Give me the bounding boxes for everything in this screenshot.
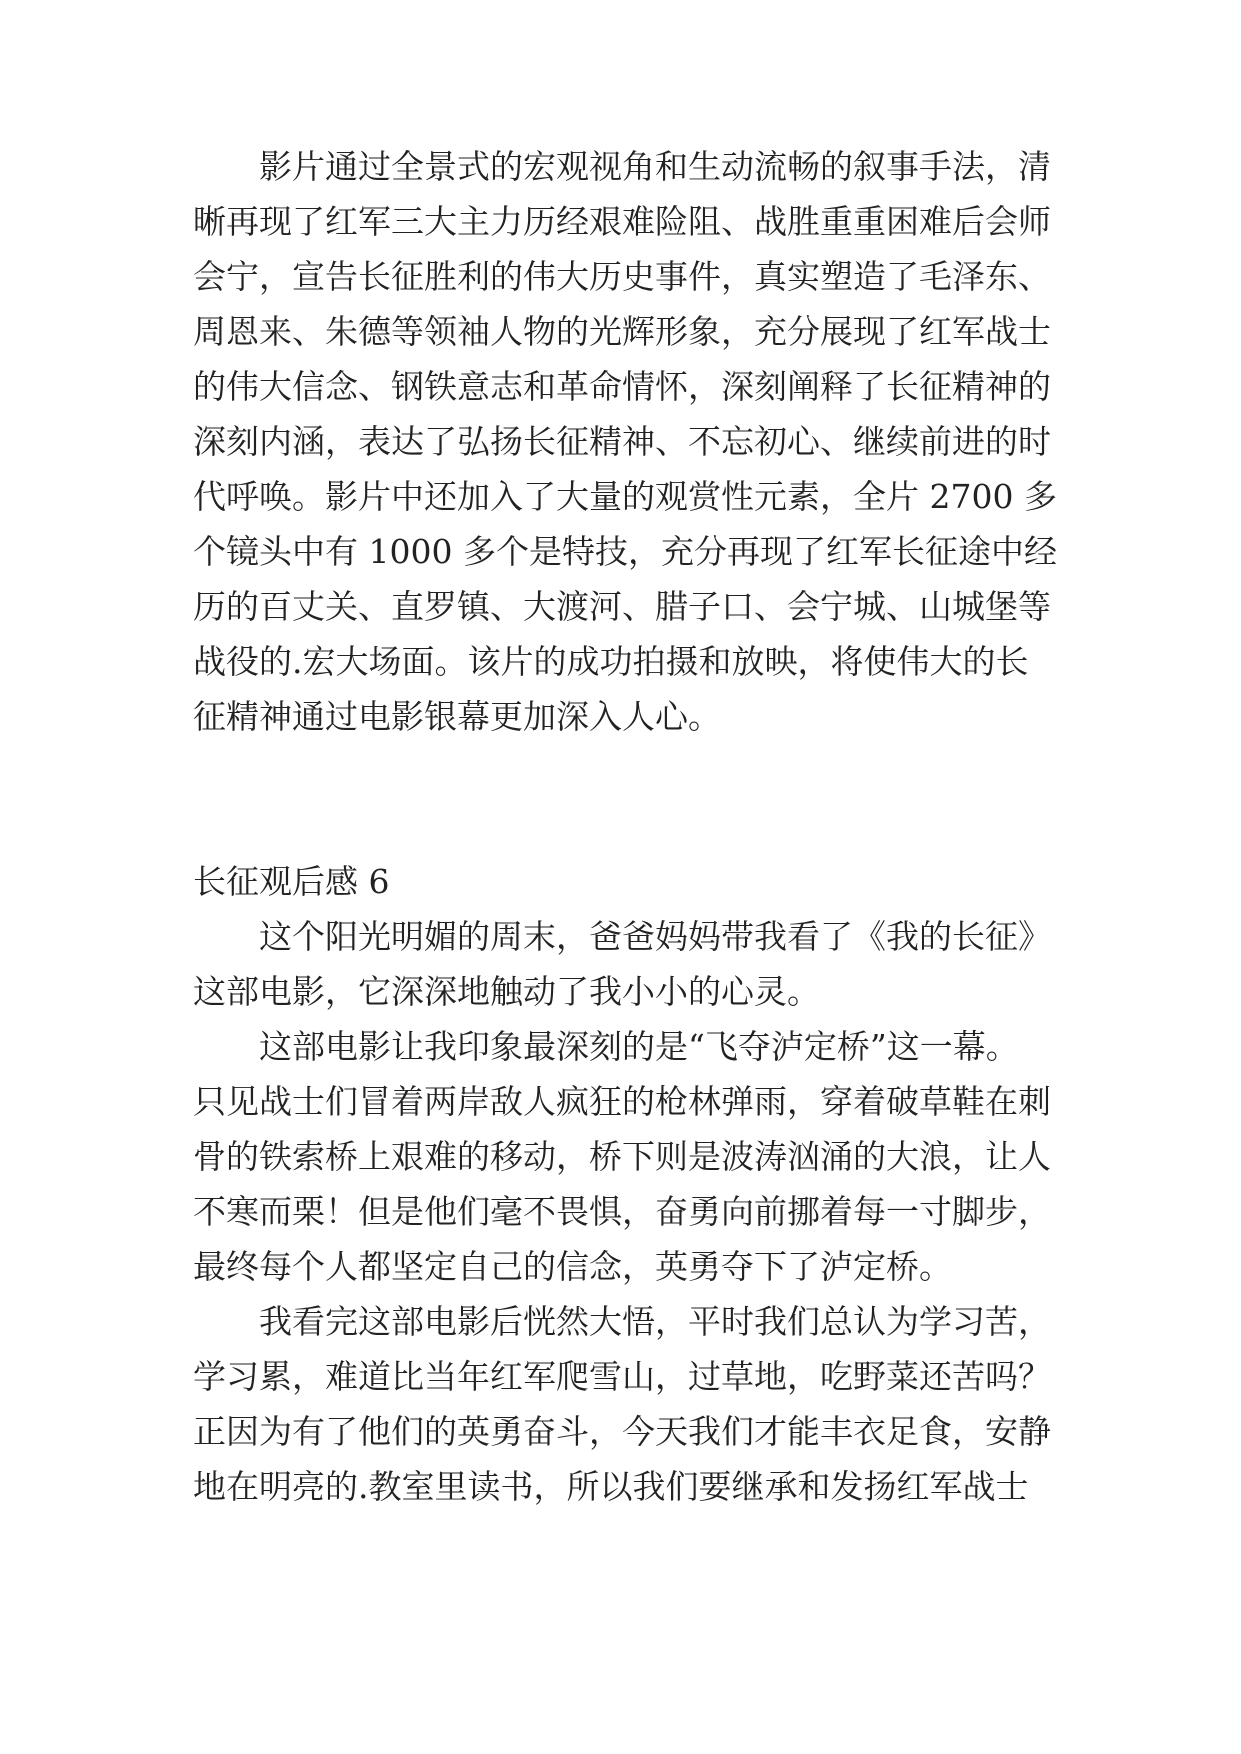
paragraph-4-line: 正因为有了他们的英勇奋斗，今天我们才能丰衣足食，安静: [193, 1412, 1051, 1451]
paragraph-1-line: 的伟大信念、钢铁意志和革命情怀，深刻阐释了长征精神的: [193, 367, 1051, 406]
section-heading: 长征观后感 6: [193, 862, 390, 901]
paragraph-3-line: 不寒而栗！但是他们毫不畏惧，奋勇向前挪着每一寸脚步，: [193, 1192, 1051, 1231]
paragraph-4-line: 我看完这部电影后恍然大悟，平时我们总认为学习苦，: [259, 1302, 1051, 1341]
paragraph-1-line: 晰再现了红军三大主力历经艰难险阻、战胜重重困难后会师: [193, 202, 1051, 241]
paragraph-3-line: 这部电影让我印象最深刻的是“飞夺泸定桥”这一幕。: [259, 1027, 1019, 1066]
paragraph-1-line: 征精神通过电影银幕更加深入人心。: [193, 697, 721, 736]
paragraph-2-line: 这个阳光明媚的周末，爸爸妈妈带我看了《我的长征》: [259, 917, 1051, 956]
paragraph-1-line: 影片通过全景式的宏观视角和生动流畅的叙事手法，清: [259, 147, 1051, 186]
paragraph-1-line: 个镜头中有 1000 多个是特技，充分再现了红军长征途中经: [193, 532, 1057, 571]
paragraph-2-line: 这部电影，它深深地触动了我小小的心灵。: [193, 972, 820, 1011]
paragraph-1-line: 历的百丈关、直罗镇、大渡河、腊子口、会宁城、山城堡等: [193, 587, 1051, 626]
paragraph-1-line: 代呼唤。影片中还加入了大量的观赏性元素，全片 2700 多: [193, 477, 1057, 516]
paragraph-1-line: 深刻内涵，表达了弘扬长征精神、不忘初心、继续前进的时: [193, 422, 1051, 461]
paragraph-3-line: 只见战士们冒着两岸敌人疯狂的枪林弹雨，穿着破草鞋在刺: [193, 1082, 1051, 1121]
paragraph-1-line: 会宁，宣告长征胜利的伟大历史事件，真实塑造了毛泽东、: [193, 257, 1051, 296]
paragraph-3-line: 最终每个人都坚定自己的信念，英勇夺下了泸定桥。: [193, 1247, 952, 1286]
paragraph-4-line: 学习累，难道比当年红军爬雪山，过草地，吃野菜还苦吗？: [193, 1357, 1051, 1396]
paragraph-4-line: 地在明亮的.教室里读书，所以我们要继承和发扬红军战士: [193, 1467, 1029, 1506]
paragraph-1-line: 周恩来、朱德等领袖人物的光辉形象，充分展现了红军战士: [193, 312, 1051, 351]
paragraph-1-line: 战役的.宏大场面。该片的成功拍摄和放映，将使伟大的长: [193, 642, 1029, 681]
paragraph-3-line: 骨的铁索桥上艰难的移动，桥下则是波涛汹涌的大浪，让人: [193, 1137, 1051, 1176]
